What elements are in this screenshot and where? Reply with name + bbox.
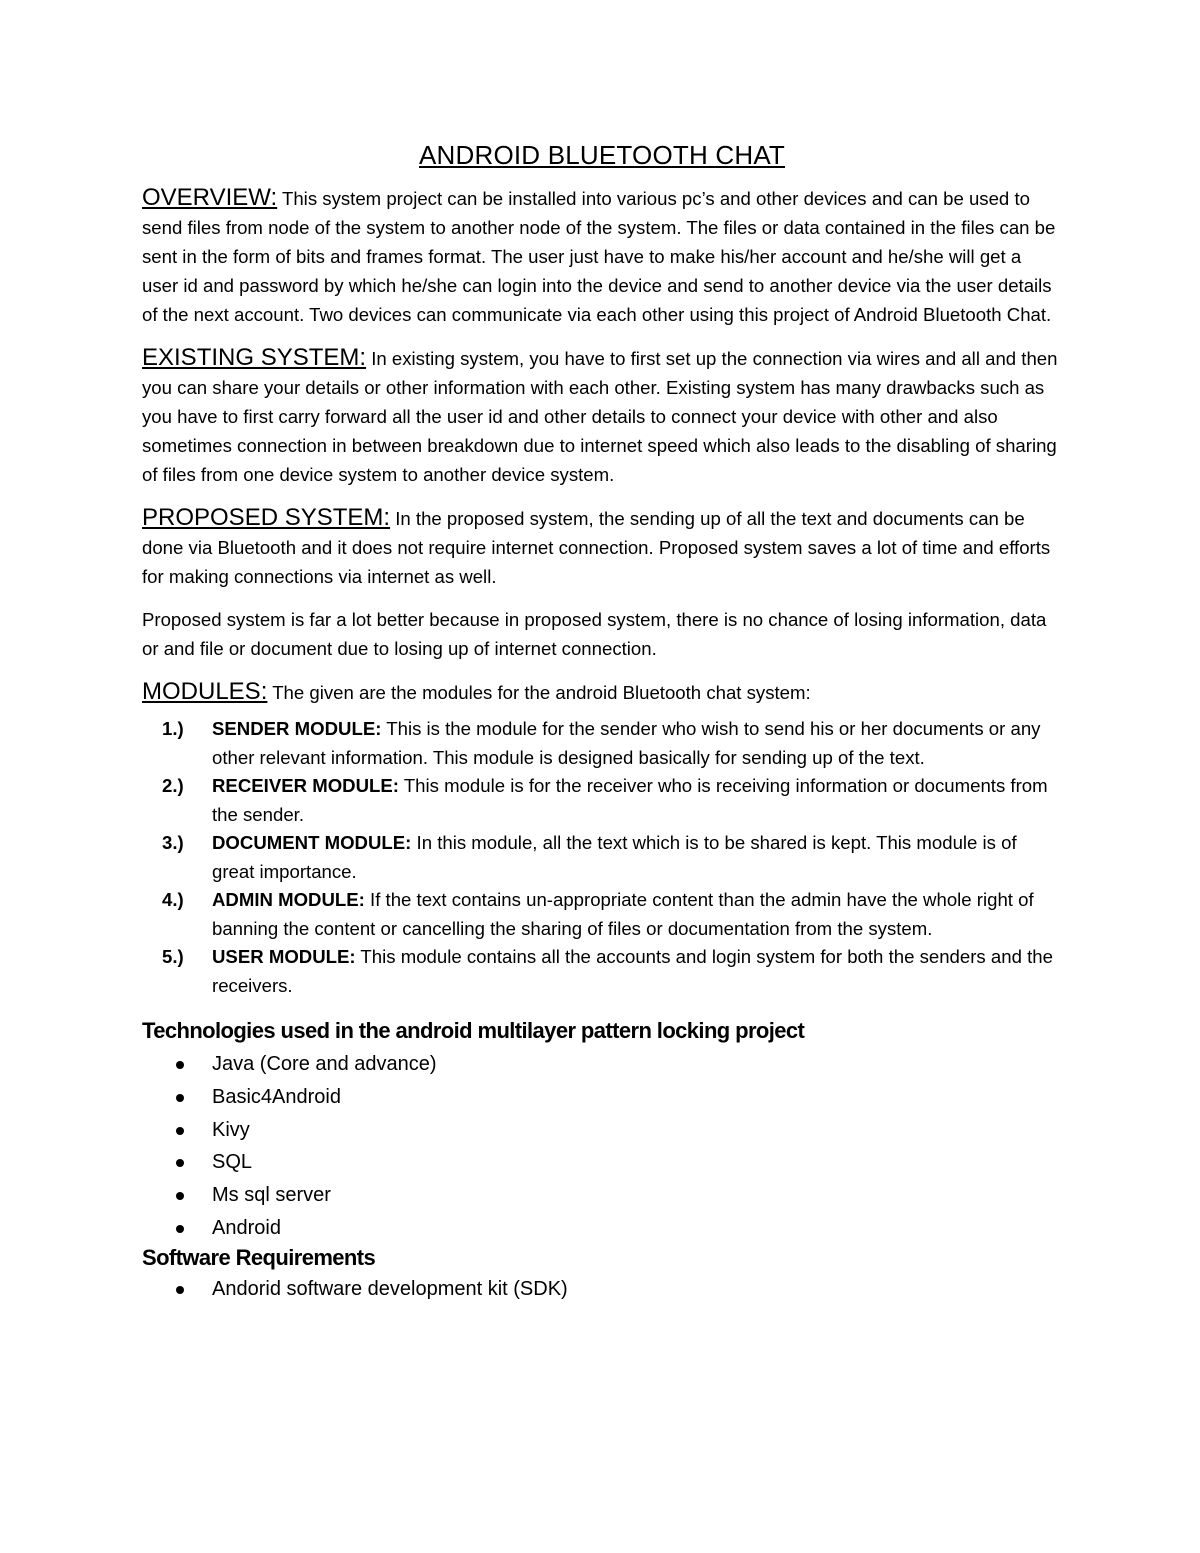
modules-intro: The given are the modules for the android Bluetooth chat system:: [267, 682, 811, 703]
bullet-icon: [176, 1127, 184, 1135]
existing-system-heading: EXISTING SYSTEM:: [142, 344, 367, 371]
module-number: 2.): [162, 775, 184, 796]
module-name: DOCUMENT MODULE:: [212, 832, 412, 853]
modules-heading: MODULES:: [142, 678, 268, 705]
module-number: 5.): [162, 946, 184, 967]
module-text: If the text contains un-appropriate content than the admin have the whole right of banning the content or cancelling the sharing of files or documentation from the system.: [212, 889, 1034, 939]
module-item: [142, 829, 1062, 886]
software-requirement-item: [142, 1273, 1062, 1306]
module-text: In this module, all the text which is to be shared is kept. This module is of great importance.: [212, 832, 1017, 882]
bullet-icon: [176, 1225, 184, 1233]
proposed-system-heading: PROPOSED SYSTEM:: [142, 504, 391, 531]
technology-label: SQL: [212, 1151, 253, 1174]
module-number: 3.): [162, 832, 184, 853]
bullet-icon: [176, 1159, 184, 1167]
software-requirements-list: [142, 1273, 1062, 1306]
module-text: This module contains all the accounts and login system for both the senders and the receivers.: [212, 946, 1053, 996]
technology-label: Basic4Android: [212, 1085, 341, 1108]
module-text: This module is for the receiver who is receiving information or documents from the sender.: [212, 775, 1048, 825]
bullet-icon: [176, 1061, 184, 1069]
bullet-icon: [176, 1094, 184, 1102]
technology-item: [142, 1146, 1062, 1179]
technology-label: Kivy: [212, 1118, 250, 1141]
module-item: [142, 772, 1062, 829]
technologies-heading: Technologies used in the android multilayer pattern locking project: [142, 1018, 805, 1043]
module-text: This is the module for the sender who wish to send his or her documents or any other relevant information. This module is designed basically for sending up of the text.: [212, 718, 1041, 768]
software-requirement-label: Andorid software development kit (SDK): [212, 1277, 568, 1300]
technology-item: [142, 1179, 1062, 1212]
module-name: SENDER MODULE:: [212, 718, 382, 739]
module-name: ADMIN MODULE:: [212, 889, 365, 910]
existing-system-text: In existing system, you have to first set up the connection via wires and all and then you can share your details or other information with each other. Existing system has many drawbacks such as you have to first carry forward all the user id and other details to connect your device with other and also sometimes connection in between breakdown due to internet speed which also leads to the disabling of sharing of files from one device system to another device system.: [142, 348, 1058, 485]
module-item: [142, 715, 1062, 772]
proposed-system-section: [142, 503, 1062, 591]
existing-system-section: [142, 343, 1062, 489]
technology-item: [142, 1114, 1062, 1147]
technology-label: Android: [212, 1216, 281, 1239]
module-name: RECEIVER MODULE:: [212, 775, 399, 796]
technology-label: Ms sql server: [212, 1184, 331, 1207]
modules-section: [142, 677, 1062, 707]
proposed-system-text: In the proposed system, the sending up of all the text and documents can be done via Bluetooth and it does not require internet connection. Proposed system saves a lot of time and efforts for making connections via internet as well.: [142, 508, 1051, 587]
bullet-icon: [176, 1286, 184, 1294]
document-title: ANDROID BLUETOOTH CHAT: [418, 140, 786, 170]
module-name: USER MODULE:: [212, 946, 356, 967]
module-item: [142, 943, 1062, 1000]
proposed-system-paragraph-2: Proposed system is far a lot better because in proposed system, there is no chance of losing information, data or and file or document due to losing up of internet connection.: [142, 609, 1047, 659]
module-number: 4.): [162, 889, 184, 910]
modules-list: [142, 715, 1062, 1000]
technologies-list: [142, 1048, 1062, 1245]
overview-section: [142, 183, 1062, 329]
software-requirements-heading: Software Requirements: [142, 1244, 376, 1270]
document-page: [142, 140, 1062, 1306]
overview-text: This system project can be installed into various pc’s and other devices and can be used to send files from node of the system to another node of the system. The files or data contained in the files can be sent in the form of bits and frames format. The user just have to make his/her account and he/she will get a user id and password by which he/she can login into the device and send to another device via the user details of the next account. Two devices can communicate via each other using this project of Android Bluetooth Chat.: [142, 188, 1056, 325]
technology-item: [142, 1048, 1062, 1081]
overview-heading: OVERVIEW:: [142, 184, 278, 211]
module-number: 1.): [162, 718, 184, 739]
bullet-icon: [176, 1192, 184, 1200]
technology-item: [142, 1081, 1062, 1114]
module-item: [142, 886, 1062, 943]
technology-label: Java (Core and advance): [212, 1053, 437, 1075]
technology-item: [142, 1212, 1062, 1245]
